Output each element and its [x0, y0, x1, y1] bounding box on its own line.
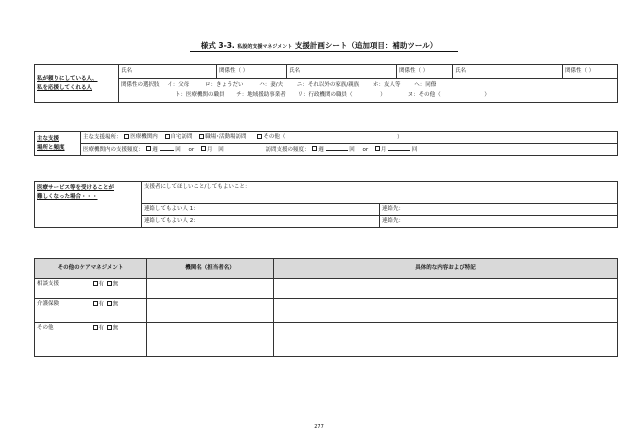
freq-in-week-checkbox[interactable] — [146, 146, 151, 151]
support-place-table — [34, 131, 618, 156]
row2-label: 介護保険 — [37, 301, 60, 307]
freq-visit-month-blank[interactable] — [388, 146, 410, 151]
supporter1-name-cell[interactable] — [119, 65, 217, 79]
relation-options-row1 — [121, 81, 615, 90]
place-label: 主な支援場所： — [83, 134, 122, 141]
supporter1-name-label: 氏名 — [121, 68, 133, 75]
row3-agency-cell[interactable] — [147, 323, 274, 357]
support-place-row — [81, 132, 618, 144]
row3-label: その他 — [37, 325, 54, 331]
contact1-label: 連絡してもよい人 1： — [144, 206, 199, 213]
supporters-heading — [35, 65, 119, 103]
table-row-label — [35, 299, 90, 323]
support-place-heading-line1: 主な支援 — [37, 135, 60, 142]
place-hospital-checkbox[interactable] — [124, 134, 129, 139]
freq-in-label: 医療機関内の支援頻度： — [83, 146, 144, 153]
row1-agency-cell[interactable] — [147, 279, 274, 299]
freq-in-or: or — [188, 146, 195, 153]
row3-yes-checkbox[interactable] — [93, 325, 98, 330]
other-care-table — [34, 258, 618, 357]
title-main: 支援計画シート（追加項目：補助ツール） — [294, 41, 438, 50]
freq-visit-week-blank[interactable] — [326, 146, 348, 151]
option-to: ト：医療機関の職員 — [175, 91, 225, 98]
supporter3-relation-cell[interactable] — [563, 65, 618, 79]
support-place-heading-line2: 場所と頻度 — [37, 144, 65, 151]
row1-yes-checkbox[interactable] — [93, 281, 98, 286]
place-other-checkbox[interactable] — [257, 134, 262, 139]
relation-options-label: 関係性の選択肢 — [121, 82, 160, 89]
contact1-to-cell[interactable] — [380, 204, 618, 216]
row1-label: 相談支援 — [37, 281, 60, 287]
place-work-label: 職場･活動場訪問 — [205, 134, 247, 141]
freq-visit-or: or — [362, 146, 369, 153]
row2-choices — [90, 299, 147, 323]
support-place-heading — [35, 132, 81, 156]
support-frequency-row — [81, 144, 618, 156]
supporters-heading-line2: 私を応援してくれる人 — [37, 84, 93, 91]
option-i: イ：父母 — [167, 82, 190, 89]
place-other-close: ） — [397, 134, 403, 141]
page-number: 277 — [314, 424, 324, 430]
freq-in-week-times: 回 — [175, 146, 181, 153]
supporter3-name-label: 氏名 — [455, 68, 467, 75]
table-row-label — [35, 279, 90, 299]
freq-in-month-times: 回 — [218, 146, 224, 153]
option-ho: ホ：友人等 — [373, 82, 401, 89]
supporter1-relation-label: 関係性（ ） — [219, 68, 249, 75]
table-row-label — [35, 323, 90, 357]
supporter3-name-cell[interactable] — [453, 65, 563, 79]
contact2-to-cell[interactable] — [380, 216, 618, 228]
emergency-table — [34, 181, 618, 228]
title-underline — [190, 51, 458, 52]
place-home-checkbox[interactable] — [165, 134, 170, 139]
freq-visit-month-times: 回 — [411, 146, 418, 153]
emergency-heading-line1: 医療サービス等を受けることが — [37, 185, 115, 191]
agency-header — [147, 259, 274, 279]
emergency-heading — [35, 182, 142, 228]
row1-choices — [90, 279, 147, 299]
option-nu-close: ） — [484, 91, 490, 98]
option-ha: ハ：妻/夫 — [259, 82, 284, 89]
row2-yes-checkbox[interactable] — [93, 301, 98, 306]
row3-no-checkbox[interactable] — [107, 325, 112, 330]
details-header-label: 具体的な内容および特記 — [415, 265, 476, 272]
freq-visit-week-checkbox[interactable] — [312, 146, 317, 151]
supporter2-name-label: 氏名 — [289, 68, 301, 75]
row3-choices — [90, 323, 147, 357]
title-small: 私設的支援マネジメント — [237, 44, 293, 50]
contact2-label: 連絡してもよい人 2： — [144, 218, 199, 225]
other-care-header-label: その他のケアマネジメント — [57, 265, 124, 272]
contact1-to-label: 連絡先： — [382, 206, 405, 213]
option-ri: リ：行政機関の職員（ — [297, 91, 353, 98]
row2-agency-cell[interactable] — [147, 299, 274, 323]
row3-details-cell[interactable] — [274, 323, 618, 357]
place-home-label: 自宅訪問 — [170, 134, 193, 141]
option-he: ヘ：同僚 — [414, 82, 437, 89]
place-work-checkbox[interactable] — [199, 134, 204, 139]
option-ri-close: ） — [380, 91, 386, 98]
row1-yes-label: 有 — [98, 281, 105, 288]
row1-details-cell[interactable] — [274, 279, 618, 299]
supporters-table — [34, 64, 618, 103]
emergency-heading-line2: 難しくなった場合・・・ — [37, 194, 98, 201]
freq-visit-week-label: 週 — [318, 146, 324, 153]
agency-header-label: 機関名（担当者名） — [185, 265, 235, 272]
supporters-heading-line1: 私が頼りにしている人、 — [37, 76, 98, 83]
freq-visit-month-label: 月 — [380, 146, 387, 153]
contact1-cell[interactable] — [142, 204, 380, 216]
supporter2-relation-label: 関係性（ ） — [399, 68, 429, 75]
freq-visit-month-checkbox[interactable] — [375, 146, 380, 151]
supporter-request-prompt: 支援者にしてほしいこと/してもよいこと： — [144, 184, 251, 190]
freq-in-month-checkbox[interactable] — [201, 146, 206, 151]
freq-in-week-label: 週 — [152, 146, 158, 153]
place-hospital-label: 医療機関内 — [130, 134, 158, 141]
option-ro: ロ：きょうだい — [205, 82, 244, 89]
supporter-request-cell[interactable] — [142, 182, 618, 204]
contact2-cell[interactable] — [142, 216, 380, 228]
freq-in-week-blank[interactable] — [160, 146, 174, 151]
option-chi: チ：地域援助事業者 — [236, 91, 286, 98]
row2-no-checkbox[interactable] — [107, 301, 112, 306]
details-header — [274, 259, 618, 279]
row2-no-label: 無 — [112, 301, 119, 308]
other-care-header — [35, 259, 147, 279]
freq-in-month-label: 月 — [206, 146, 213, 153]
row1-no-label: 無 — [112, 281, 119, 288]
row3-yes-label: 有 — [98, 325, 105, 332]
row3-no-label: 無 — [112, 325, 119, 332]
row1-no-checkbox[interactable] — [107, 281, 112, 286]
row2-details-cell[interactable] — [274, 299, 618, 323]
freq-visit-label: 訪問支援の頻度： — [265, 146, 310, 153]
supporter3-relation-label: 関係性（ ） — [565, 68, 595, 75]
option-nu: ヌ：その他（ — [407, 91, 441, 98]
supporter2-relation-cell[interactable] — [397, 65, 453, 79]
relation-options-cell — [119, 79, 618, 103]
contact2-to-label: 連絡先： — [382, 218, 405, 225]
page-title — [0, 40, 638, 51]
freq-visit-week-times: 回 — [349, 146, 355, 153]
row2-yes-label: 有 — [98, 301, 105, 308]
relation-options-row2 — [121, 91, 615, 100]
supporter2-name-cell[interactable] — [287, 65, 397, 79]
option-ni: ニ：それ以外の家族/親族 — [296, 82, 360, 89]
title-prefix: 様式 3-3. — [200, 41, 235, 50]
place-other-label: その他（ — [263, 134, 286, 141]
supporter1-relation-cell[interactable] — [217, 65, 287, 79]
